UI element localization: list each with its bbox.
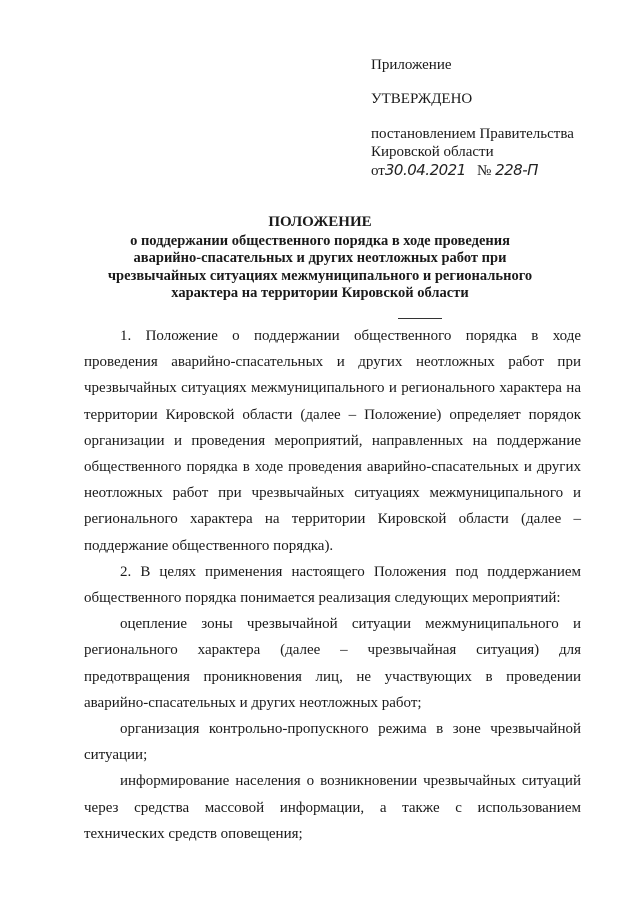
document-body	[84, 323, 581, 847]
approved-label: УТВЕРЖДЕНО	[371, 91, 473, 107]
paragraph-2: 2. В целях применения настоящего Положения под поддержанием общественного порядка понимается реализация следующих мероприятий:	[84, 563, 581, 607]
resolution-date-number	[371, 161, 611, 180]
resolution-line-1: постановлением Правительства	[371, 126, 574, 142]
appendix-label: Приложение	[371, 57, 452, 73]
paragraph-1: 1. Положение о поддержании общественного порядка в ходе проведения аварийно-спасательных и других неотложных работ при чрезвычайных ситуациях межмуниципального и регионального характера на территории Кировской области (далее – Положение) определяет порядок организации и проведения мероприятий, направленных на поддержание общественного порядка в ходе проведения аварийно-спасательных и других неотложных работ при чрезвычайных ситуациях межмуниципального и регионального характера на территории Кировской области (далее – поддержание общественного порядка).	[84, 328, 581, 554]
number-prefix: №	[477, 163, 492, 179]
paragraph-5: информирование населения о возникновении чрезвычайных ситуаций через средства массовой информации, а также с использованием технических средств оповещения;	[84, 773, 581, 842]
document-title	[90, 214, 550, 303]
handwritten-number: 228-П	[495, 161, 538, 179]
title-line-3: чрезвычайных ситуациях межмуниципального и регионального	[107, 267, 533, 284]
paragraph-4: организация контрольно-пропускного режима в зоне чрезвычайной ситуации;	[84, 721, 581, 764]
title-line-1: о поддержании общественного порядка в ходе проведения	[130, 232, 510, 249]
title-main: ПОЛОЖЕНИЕ	[268, 214, 372, 230]
paragraph-3: оцепление зоны чрезвычайной ситуации межмуниципального и регионального характера (далее – чрезвычайная ситуация) для предотвращения проникновения лиц, не участвующих в проведении аварийно-спасательных и других неотложных работ;	[84, 616, 581, 711]
title-line-4: характера на территории Кировской области	[171, 285, 469, 302]
resolution-line-2: Кировской области	[371, 144, 494, 160]
approval-block	[371, 56, 611, 180]
handwritten-date: 30.04.2021	[384, 161, 466, 179]
title-line-2: аварийно-спасательных и других неотложных работ при	[133, 250, 507, 267]
title-divider	[398, 318, 442, 319]
date-prefix: от	[371, 163, 385, 179]
